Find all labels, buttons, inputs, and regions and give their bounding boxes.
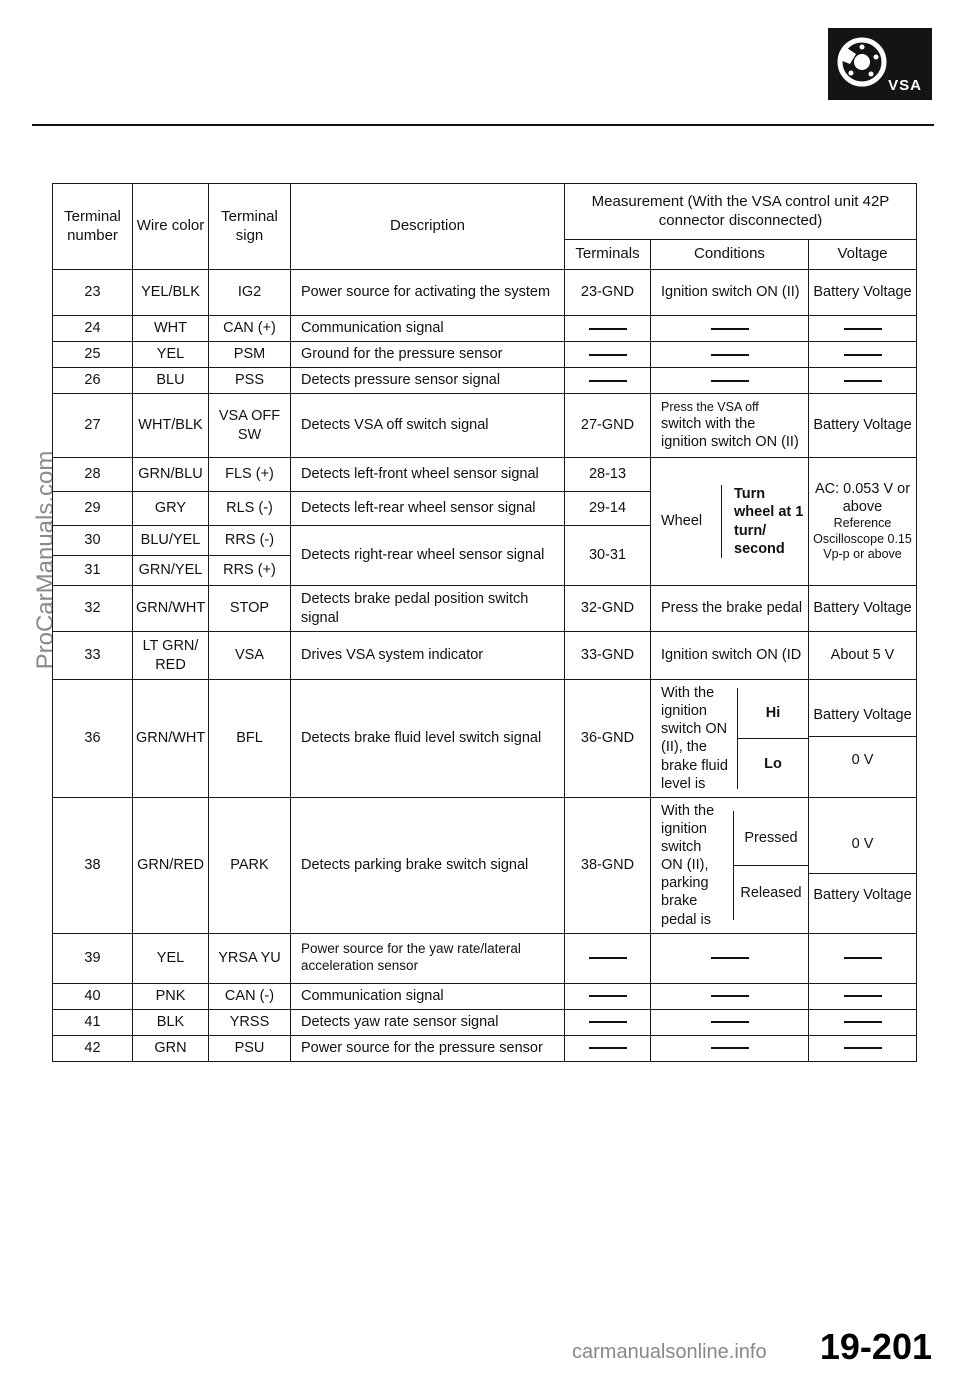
dash-mark: [589, 354, 627, 356]
terminal-sign: IG2: [209, 270, 291, 316]
conditions-blank: [651, 933, 809, 983]
dash-mark: [711, 328, 749, 330]
terminal-sign: PSU: [209, 1035, 291, 1061]
wire-color: GRN/WHT: [133, 586, 209, 632]
wire-color: YEL/BLK: [133, 270, 209, 316]
description: Power source for the pressure sensor: [291, 1035, 565, 1061]
footer-site-watermark: carmanualsonline.info: [572, 1341, 767, 1363]
wire-color: GRN/WHT: [133, 680, 209, 798]
terminal-sign: BFL: [209, 680, 291, 798]
voltage: About 5 V: [809, 632, 917, 680]
voltage-blank: [809, 1009, 917, 1035]
dash-mark: [711, 995, 749, 997]
description: Detects pressure sensor signal: [291, 368, 565, 394]
terminal-sign: RRS (-): [209, 526, 291, 556]
terminal-number: 29: [53, 492, 133, 526]
dash-mark: [844, 328, 882, 330]
page-number: 19-201: [819, 1326, 932, 1367]
wire-color: BLU/YEL: [133, 526, 209, 556]
terminal-number: 39: [53, 933, 133, 983]
terminal-number: 32: [53, 586, 133, 632]
vsa-section-badge: [828, 28, 932, 100]
description: Power source for activating the system: [291, 270, 565, 316]
table-row: [53, 270, 917, 316]
dash-mark: [589, 380, 627, 382]
terminals: 30-31: [565, 526, 651, 586]
table-row: [53, 586, 917, 632]
terminal-number: 33: [53, 632, 133, 680]
terminal-sign: VSA: [209, 632, 291, 680]
dash-mark: [589, 1021, 627, 1023]
dash-mark: [711, 380, 749, 382]
description: Detects left-rear wheel sensor signal: [291, 492, 565, 526]
conditions: Ignition switch ON (ID: [651, 632, 809, 680]
wheel-voltage-main: AC: 0.053 V or above: [814, 480, 911, 516]
table-row: [53, 458, 917, 492]
vsa-badge-label: VSA: [888, 77, 922, 94]
conditions-blank: [651, 368, 809, 394]
terminal-number: 38: [53, 797, 133, 933]
terminal-sign: RRS (+): [209, 556, 291, 586]
wire-color: WHT/BLK: [133, 394, 209, 458]
header-voltage: Voltage: [809, 240, 917, 270]
table-row: [53, 316, 917, 342]
terminal-number: 28: [53, 458, 133, 492]
terminals-blank: [565, 368, 651, 394]
terminal-sign: CAN (-): [209, 983, 291, 1009]
conditions: Press the brake pedal: [651, 586, 809, 632]
description: Power source for the yaw rate/lateral acceleration sensor: [291, 933, 565, 983]
dash-mark: [844, 1047, 882, 1049]
dash-mark: [711, 354, 749, 356]
terminal-spec-table: [52, 183, 917, 1062]
table-row: [53, 1035, 917, 1061]
dash-mark: [711, 957, 749, 959]
wire-color: YEL: [133, 342, 209, 368]
header-terminal-number: Terminal number: [53, 184, 133, 270]
header-terminals: Terminals: [565, 240, 651, 270]
terminals: 32-GND: [565, 586, 651, 632]
header-rule: [32, 124, 934, 126]
voltage-blank: [809, 368, 917, 394]
terminal-sign: CAN (+): [209, 316, 291, 342]
description: Detects right-rear wheel sensor signal: [291, 526, 565, 586]
terminal-sign: FLS (+): [209, 458, 291, 492]
conditions-blank: [651, 1009, 809, 1035]
conditions-text: switch with the ignition switch ON (II): [661, 416, 799, 451]
voltage: Battery Voltage: [809, 394, 917, 458]
terminal-number: 27: [53, 394, 133, 458]
wire-color: GRN: [133, 1035, 209, 1061]
wheel-voltage-ref: Reference Oscilloscope 0.15 Vp-p or above: [813, 516, 912, 562]
terminal-number: 30: [53, 526, 133, 556]
description: Detects left-front wheel sensor signal: [291, 458, 565, 492]
terminals: 38-GND: [565, 797, 651, 933]
conditions-blank: [651, 316, 809, 342]
conditions-split: [737, 688, 808, 789]
header-terminal-sign: Terminal sign: [209, 184, 291, 270]
brake-disc-icon: [836, 34, 892, 90]
dash-mark: [844, 995, 882, 997]
voltage: [809, 797, 917, 933]
terminal-number: 41: [53, 1009, 133, 1035]
dash-mark: [844, 957, 882, 959]
voltage: Battery Voltage: [809, 270, 917, 316]
terminals-blank: [565, 342, 651, 368]
voltage: [809, 680, 917, 798]
conditions-split: [733, 811, 808, 920]
wire-color: LT GRN/ RED: [133, 632, 209, 680]
dash-mark: [589, 995, 627, 997]
table-row: [53, 983, 917, 1009]
conditions: Ignition switch ON (II): [651, 270, 809, 316]
terminals-blank: [565, 1035, 651, 1061]
terminal-number: 42: [53, 1035, 133, 1061]
terminal-number: 24: [53, 316, 133, 342]
dash-mark: [589, 328, 627, 330]
terminal-sign: STOP: [209, 586, 291, 632]
header-wire-color: Wire color: [133, 184, 209, 270]
condition-pressed: Pressed: [744, 829, 798, 846]
terminal-number: 25: [53, 342, 133, 368]
terminals: 27-GND: [565, 394, 651, 458]
wire-color: GRN/YEL: [133, 556, 209, 586]
conditions-note: Press the VSA off: [661, 399, 759, 414]
conditions-blank: [651, 1035, 809, 1061]
conditions-text: With the ignition switch ON (II), the brake fluid level is: [661, 685, 728, 792]
dash-mark: [589, 1047, 627, 1049]
terminal-sign: PARK: [209, 797, 291, 933]
table-row: [53, 394, 917, 458]
conditions-text: With the ignition switch ON (II), parking brake pedal is: [661, 802, 715, 928]
voltage-blank: [809, 1035, 917, 1061]
conditions: [651, 797, 809, 933]
dash-mark: [844, 380, 882, 382]
wire-color: BLK: [133, 1009, 209, 1035]
voltage-released: Battery Voltage: [809, 873, 916, 916]
voltage-hi: Battery Voltage: [813, 706, 912, 723]
terminals: 29-14: [565, 492, 651, 526]
watermark: ProCarManuals.com: [32, 450, 59, 670]
wire-color: WHT: [133, 316, 209, 342]
terminal-number: 40: [53, 983, 133, 1009]
wheel-conditions: [651, 458, 809, 586]
description: Detects VSA off switch signal: [291, 394, 565, 458]
condition-lo: Lo: [738, 738, 808, 789]
terminal-sign: VSA OFF SW: [209, 394, 291, 458]
wire-color: PNK: [133, 983, 209, 1009]
header-measurement: Measurement (With the VSA control unit 42P connector disconnected): [565, 184, 917, 240]
description: Detects brake pedal position switch signal: [291, 586, 565, 632]
description: Communication signal: [291, 316, 565, 342]
terminals: 28-13: [565, 458, 651, 492]
wire-color: BLU: [133, 368, 209, 394]
terminal-number: 26: [53, 368, 133, 394]
terminal-sign: YRSA YU: [209, 933, 291, 983]
voltage-lo: 0 V: [809, 736, 916, 783]
dash-mark: [844, 354, 882, 356]
conditions: [651, 680, 809, 798]
table-row: [53, 342, 917, 368]
voltage-blank: [809, 342, 917, 368]
terminal-sign: PSS: [209, 368, 291, 394]
terminals: 33-GND: [565, 632, 651, 680]
description: Communication signal: [291, 983, 565, 1009]
dash-mark: [844, 1021, 882, 1023]
description: Detects brake fluid level switch signal: [291, 680, 565, 798]
voltage-blank: [809, 983, 917, 1009]
terminals-blank: [565, 316, 651, 342]
table-row: [53, 933, 917, 983]
terminal-number: 23: [53, 270, 133, 316]
terminal-sign: RLS (-): [209, 492, 291, 526]
voltage: Battery Voltage: [809, 586, 917, 632]
terminal-sign: YRSS: [209, 1009, 291, 1035]
dash-mark: [589, 957, 627, 959]
terminal-sign: PSM: [209, 342, 291, 368]
voltage-pressed: 0 V: [851, 835, 874, 852]
table-row: [53, 1009, 917, 1035]
dash-mark: [711, 1047, 749, 1049]
conditions-blank: [651, 342, 809, 368]
table-row: [53, 797, 917, 933]
description: Drives VSA system indicator: [291, 632, 565, 680]
header-conditions: Conditions: [651, 240, 809, 270]
condition-released: Released: [734, 865, 808, 920]
table-row: [53, 680, 917, 798]
wheel-action: Turn wheel at 1 turn/ second: [721, 485, 805, 558]
wire-color: GRN/RED: [133, 797, 209, 933]
terminals: 23-GND: [565, 270, 651, 316]
condition-hi: Hi: [765, 704, 781, 721]
description: Detects yaw rate sensor signal: [291, 1009, 565, 1035]
description: Detects parking brake switch signal: [291, 797, 565, 933]
conditions: [651, 394, 809, 458]
wire-color: GRY: [133, 492, 209, 526]
voltage-blank: [809, 316, 917, 342]
wheel-voltage: [809, 458, 917, 586]
terminals-blank: [565, 933, 651, 983]
terminals-blank: [565, 983, 651, 1009]
description: Ground for the pressure sensor: [291, 342, 565, 368]
voltage-blank: [809, 933, 917, 983]
wire-color: YEL: [133, 933, 209, 983]
table-row: [53, 632, 917, 680]
terminals: 36-GND: [565, 680, 651, 798]
table-row: [53, 368, 917, 394]
wheel-label: Wheel: [661, 513, 703, 530]
header-description: Description: [291, 184, 565, 270]
terminal-number: 36: [53, 680, 133, 798]
dash-mark: [711, 1021, 749, 1023]
terminals-blank: [565, 1009, 651, 1035]
conditions-blank: [651, 983, 809, 1009]
wire-color: GRN/BLU: [133, 458, 209, 492]
terminal-number: 31: [53, 556, 133, 586]
